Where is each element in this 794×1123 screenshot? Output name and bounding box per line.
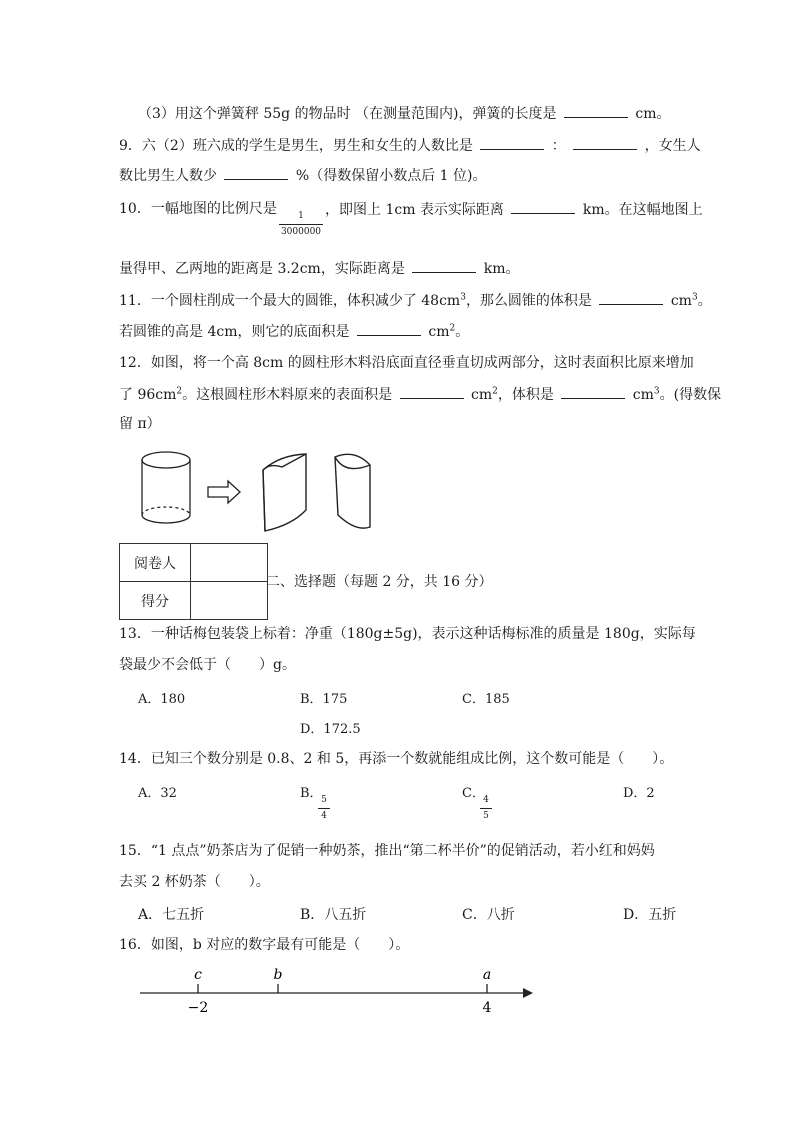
score-cell[interactable] <box>191 582 268 620</box>
q13-line1: 13．一种话梅包装袋上标着：净重（180g±5g)，表示这种话梅标准的质量是 180g，实际每 <box>119 626 696 642</box>
half-cylinder-left <box>263 454 306 531</box>
q16-line1: 16．如图，b 对应的数字最有可能是（ ）。 <box>119 937 410 953</box>
q9-line1: 9．六（2）班六成的学生是男生，男生和女生的人数比是 ： ，女生人 <box>119 135 701 156</box>
q14-option-c-fraction: 4 5 <box>480 795 492 822</box>
q8-3-line: （3）用这个弹簧秤 55g 的物品时 （在测量范围内)，弹簧的长度是 cm。 <box>138 103 671 124</box>
cylinder-cut-figure <box>130 445 400 540</box>
section-2-title: 二、选择题（每题 2 分，共 16 分） <box>266 574 493 590</box>
score-label: 得分 <box>120 582 191 620</box>
tick-label-neg2: −2 <box>187 1000 209 1016</box>
q9-line2: 数比男生人数少 %（得数保留小数点后 1 位)。 <box>119 165 486 186</box>
label-c: c <box>194 967 202 983</box>
answer-blank[interactable] <box>357 321 421 336</box>
reviewer-label: 阅卷人 <box>120 544 191 582</box>
q14-option-b[interactable]: B． <box>300 786 323 801</box>
answer-blank[interactable] <box>511 199 575 214</box>
answer-blank[interactable] <box>400 384 464 399</box>
q13-option-b[interactable]: B．175 <box>300 692 348 707</box>
q15-option-b[interactable]: B．八五折 <box>300 907 367 923</box>
q12-line2: 了 $96cm^2$。这根圆柱形木料原来的表面积是 $cm^2$，体积是 $cm^3$。(得数保 <box>119 384 721 405</box>
q13-option-c[interactable]: C．185 <box>462 692 510 707</box>
cylinder-shape <box>142 452 190 523</box>
label-a: a <box>482 967 492 983</box>
q14-option-b-fraction: 5 4 <box>318 795 330 822</box>
half-cylinder-right <box>335 454 370 528</box>
tick-label-4: 4 <box>482 1000 492 1016</box>
q13-option-d[interactable]: D．172.5 <box>300 722 361 737</box>
scale-fraction: 1 3000000 <box>280 211 322 237</box>
q14-option-d[interactable]: D．2 <box>623 786 655 801</box>
q11-line2: 若圆锥的高是 4cm，则它的底面积是 $cm^2$。 <box>119 321 469 342</box>
answer-blank[interactable] <box>480 135 544 150</box>
q10-line1-rest: ，即图上 1cm 表示实际距离 km。在这幅地图上 <box>325 199 703 220</box>
answer-blank[interactable] <box>564 103 628 118</box>
arrow-right-icon <box>208 481 240 503</box>
q15-line1: 15．“1 点点”奶茶店为了促销一种奶茶，推出“第二杯半价”的促销活动，若小红和妈妈 <box>119 843 655 859</box>
q12-line3: 留 π） <box>119 416 161 432</box>
answer-blank[interactable] <box>573 135 637 150</box>
q14-line1: 14．已知三个数分别是 0.8、2 和 5，再添一个数就能组成比例，这个数可能是（ ）。 <box>119 751 674 767</box>
answer-blank[interactable] <box>599 290 663 305</box>
q12-line1: 12．如图，将一个高 8cm 的圆柱形木料沿底面直径垂直切成两部分，这时表面积比原来增加 <box>119 355 694 371</box>
q13-line2: 袋最少不会低于（ ）g。 <box>119 657 296 673</box>
q15-line2: 去买 2 杯奶茶（ ）。 <box>119 874 270 890</box>
answer-blank[interactable] <box>412 258 476 273</box>
number-line <box>135 960 545 1020</box>
q10-line1: 10．一幅地图的比例尺是 <box>119 201 277 217</box>
answer-blank[interactable] <box>224 165 288 180</box>
q11-line1: 11．一个圆柱削成一个最大的圆锥，体积减少了 $48cm^3$，那么圆锥的体积是 $cm^3$。 <box>119 290 712 311</box>
q14-option-c[interactable]: C． <box>462 786 485 801</box>
q15-option-d[interactable]: D．五折 <box>623 907 677 923</box>
q14-option-a[interactable]: A．32 <box>138 786 177 801</box>
score-table <box>119 543 268 620</box>
answer-blank[interactable] <box>561 384 625 399</box>
q13-option-a[interactable]: A．180 <box>138 692 186 707</box>
q15-option-c[interactable]: C．八折 <box>462 907 515 923</box>
q15-option-a[interactable]: A．七五折 <box>138 907 205 923</box>
arrow-head-icon <box>523 988 533 998</box>
reviewer-cell[interactable] <box>191 544 268 582</box>
label-b: b <box>273 967 283 983</box>
q10-line2: 量得甲、乙两地的距离是 3.2cm，实际距离是 km。 <box>119 258 520 279</box>
